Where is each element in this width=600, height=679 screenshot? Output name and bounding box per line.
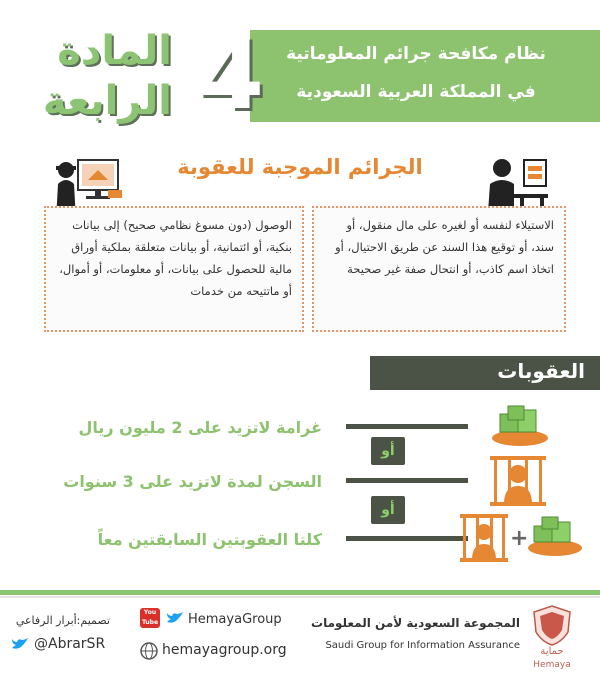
punishment-prison: السجن لمدة لاتزيد على 3 سنوات — [63, 472, 322, 491]
punishment-both: كلتا العقوبتين السابقتين معاً — [97, 530, 322, 549]
money-icon — [490, 404, 550, 446]
divider-line — [346, 478, 468, 483]
footer-band-shadow — [0, 596, 600, 598]
designer-credit: تصميم:أبرار الرفاعي — [15, 614, 110, 627]
punishments-title: العقوبات — [497, 359, 585, 383]
divider-line — [346, 424, 468, 429]
twitter-icon[interactable] — [10, 636, 30, 652]
hemaya-logo-icon — [532, 604, 572, 646]
crime-text-fraud: الاستيلاء لنفسه أو لغيره على مال منقول، أو سند، أو توقيع هذا السند عن طريق الاحتيال، أو اتخاذ اسم كاذب، أو انتحال صفة غير صحيحة — [335, 218, 554, 276]
prison-icon — [460, 512, 508, 562]
crime-text-bank-data: الوصول (دون مسوغ نظامي صحيح) إلى بيانات بنكية، أو ائتمانية، أو بيانات متعلقة بملكية أوراق مالية للحصول على بيانات، أو معلومات، أو أموال، أو ماتتيحه من خدمات — [59, 218, 292, 298]
punishment-fine: غرامة لاتزيد على 2 مليون ريال — [78, 418, 322, 437]
globe-icon — [140, 642, 158, 660]
prison-icon — [490, 454, 546, 506]
or-badge: أو — [371, 496, 405, 524]
footer-band — [0, 590, 600, 595]
designer-handle[interactable]: @AbrarSR — [34, 636, 106, 652]
or-badge: أو — [371, 437, 405, 465]
crimes-title: الجرائم الموجبة للعقوبة — [177, 155, 423, 179]
website-link[interactable]: hemayagroup.org — [162, 642, 287, 658]
plus-sign: + — [510, 526, 529, 551]
article-title-line2: الرابعة — [42, 78, 172, 124]
divider-line — [346, 536, 468, 541]
system-title-line2: في المملكة العربية السعودية — [296, 82, 536, 102]
article-title-line1: المادة — [57, 28, 172, 74]
twitter-handle[interactable]: HemayaGroup — [188, 612, 282, 627]
crime-card-bank-data — [44, 206, 304, 332]
logo-text-arabic: حماية — [540, 646, 564, 657]
system-title-line1: نظام مكافحة جرائم المعلوماتية — [286, 44, 546, 64]
twitter-icon[interactable] — [166, 611, 184, 625]
youtube-icon[interactable]: You Tube — [141, 609, 159, 626]
org-name-english: Saudi Group for Information Assurance — [325, 640, 520, 651]
crime-card-fraud — [312, 206, 566, 332]
article-number: 4 — [196, 18, 265, 132]
logo-text-english: Hemaya — [533, 660, 571, 670]
org-name-arabic: المجموعة السعودية لأمن المعلومات — [311, 616, 520, 630]
money-icon — [526, 514, 584, 556]
